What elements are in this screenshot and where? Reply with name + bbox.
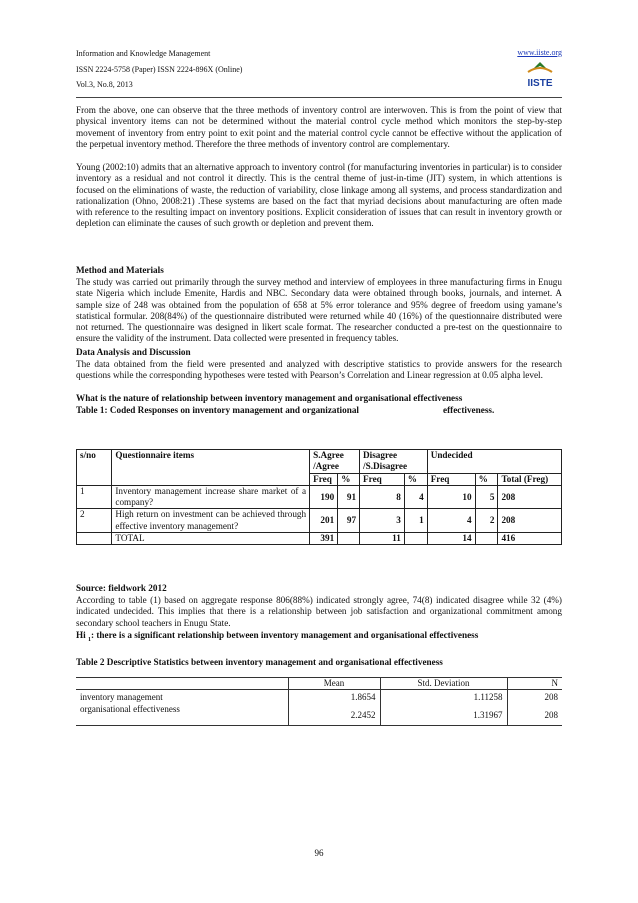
header-items: Questionnaire items <box>112 450 310 486</box>
iiste-logo <box>518 60 562 90</box>
journal-name: Information and Knowledge Management <box>76 49 211 58</box>
stat-std-deviation: 1.11258 <box>380 690 507 704</box>
row-sno: 1 <box>77 485 112 509</box>
disagree-pct: 4 <box>404 485 427 509</box>
header-disagree: Disagree /S.Disagree <box>360 450 428 474</box>
stat-label: organisational effectiveness <box>76 704 288 726</box>
table1-header-row <box>77 450 562 474</box>
hypothesis-subscript: 1 <box>88 636 91 643</box>
disagree-freq: 8 <box>360 485 405 509</box>
disagree-pct: 1 <box>404 509 427 533</box>
header-agree: S.Agree /Agree <box>310 450 360 474</box>
agree-pct: 97 <box>338 509 360 533</box>
undecided-freq: 4 <box>427 509 475 533</box>
method-heading: Method and Materials <box>76 265 164 275</box>
undecided-freq: 10 <box>427 485 475 509</box>
header-total: Total (Freg) <box>498 473 562 485</box>
agree-pct: 91 <box>338 485 360 509</box>
row-total: 208 <box>498 485 562 509</box>
paragraph-inventory-methods: From the above, one can observe that the three methods of inventory control are interwoven. This is from the point of view that physical inventory items can not be determined without the material control cycle method which monitors the step-by-step movement of inventory from entry point to exit point and the material control cycle cannot be effective without the application of the perpetual inventory method. Therefore the three methods of inventory control are complementary. <box>76 105 562 149</box>
table-row <box>77 485 562 509</box>
table-row <box>76 690 562 704</box>
header-n: N <box>551 678 558 688</box>
header-freq: Freq <box>310 473 338 485</box>
header-freq: Freq <box>427 473 475 485</box>
issn-line: ISSN 2224-5758 (Paper) ISSN 2224-896X (Online) <box>76 65 243 74</box>
stat-std-deviation: 1.31967 <box>380 704 507 726</box>
descriptive-statistics-table <box>76 677 562 726</box>
journal-url-link[interactable]: www.iiste.org <box>517 48 562 57</box>
table2-header-row <box>76 678 562 690</box>
undecided-total: 14 <box>427 533 475 545</box>
agree-total: 391 <box>310 533 338 545</box>
hypothesis-text: : there is a significant relationship between inventory management and organisational effectiveness <box>91 630 479 640</box>
discussion-paragraph: According to table (1) based on aggregate response 806(88%) indicated strongly agree, 74(8) indicated disagree while 32 (4%) indicated undecided. This implies that there is a relationship between job satisfaction and organizational commitment among secondary school teachers in Enugu State. <box>76 595 562 628</box>
row-total: 208 <box>498 509 562 533</box>
analysis-paragraph: The data obtained from the field were presented and analyzed with descriptive statistics to provide answers for the research questions while the corresponding hypotheses were tested with Pearson’s Correlation and Linear regression at 0.05 alpha level. <box>76 359 562 381</box>
header-std-deviation: Std. Deviation <box>380 678 507 690</box>
table1-caption-end: effectiveness. <box>443 405 495 415</box>
undecided-pct: 2 <box>475 509 498 533</box>
header-mean: Mean <box>288 678 380 690</box>
header-pct: % <box>338 473 360 485</box>
source-note: Source: fieldwork 2012 <box>76 583 167 593</box>
total-label: TOTAL <box>112 533 310 545</box>
row-item: High return on investment can be achieved through effective inventory management? <box>112 509 310 533</box>
hypothesis-prefix: Hi <box>76 630 86 640</box>
header-freq: Freq <box>360 473 405 485</box>
undecided-pct: 5 <box>475 485 498 509</box>
stat-n: 208 <box>544 692 558 703</box>
row-item: Inventory management increase share market of a company? <box>112 485 310 509</box>
header-sno: s/no <box>77 450 112 486</box>
stat-n: 208 <box>544 709 558 720</box>
research-question: What is the nature of relationship between inventory management and organisational effectiveness <box>76 393 463 403</box>
disagree-freq: 3 <box>360 509 405 533</box>
table-row <box>77 509 562 533</box>
page-number: 96 <box>314 848 324 858</box>
logo-text: IISTE <box>527 78 553 89</box>
disagree-total: 11 <box>360 533 405 545</box>
header-pct: % <box>475 473 498 485</box>
coded-responses-table <box>76 449 562 545</box>
method-paragraph: The study was carried out primarily through the survey method and interview of employees in three manufacturing firms in Enugu state Nigeria which include Emenite, Hardis and NBC. Secondary data were obtained through books, journals, and internet. A sample size of 248 was obtained from the population of 658 at 5% error tolerance and 95% degree of freedom using yamane’s statistical formular. 208(84%) of the questionnaire distributed were returned while 40 (16%) of the questionnaire distributed were not returned. The questionnaire was designed in likert scale format. The researcher conducted a pre-test on the questionnaire to ensure the validity of the instrument. Data collected were presented in frequency tables. <box>76 277 562 344</box>
hypothesis-line <box>76 630 562 646</box>
agree-freq: 190 <box>310 485 338 509</box>
row-sno: 2 <box>77 509 112 533</box>
header-undecided: Undecided <box>427 450 561 474</box>
table-total-row <box>77 533 562 545</box>
stat-mean: 1.8654 <box>288 690 380 704</box>
stat-mean: 2.2452 <box>288 704 380 726</box>
header-divider <box>76 97 562 98</box>
paragraph-young: Young (2002:10) admits that an alternative approach to inventory control (for manufacturing inventories in particular) is to consider inventory as a residual and not control it directly. This is the central theme of just-in-time (JIT) system, in which attentions is focused on the eliminations of waste, the reduction of variability, close linkage among all systems, and process standardization and rationalization (Ohno, 2008:21) .These systems are based on the fact that myriad decisions about manufacturing are often made with reference to the resulting impact on inventory positions. Explicit consideration of issues that can result in inventory growth or depletion can eliminate the causes of such growth or depletion and prevent them. <box>76 162 562 229</box>
volume-line: Vol.3, No.8, 2013 <box>76 80 133 89</box>
header-pct: % <box>404 473 427 485</box>
analysis-heading: Data Analysis and Discussion <box>76 347 191 357</box>
table1-caption: Table 1: Coded Responses on inventory management and organizational <box>76 405 359 415</box>
grand-total: 416 <box>498 533 562 545</box>
table2-caption: Table 2 Descriptive Statistics between inventory management and organisational effectiveness <box>76 657 443 667</box>
stat-label: inventory management <box>76 690 288 704</box>
table-row <box>76 704 562 726</box>
agree-freq: 201 <box>310 509 338 533</box>
